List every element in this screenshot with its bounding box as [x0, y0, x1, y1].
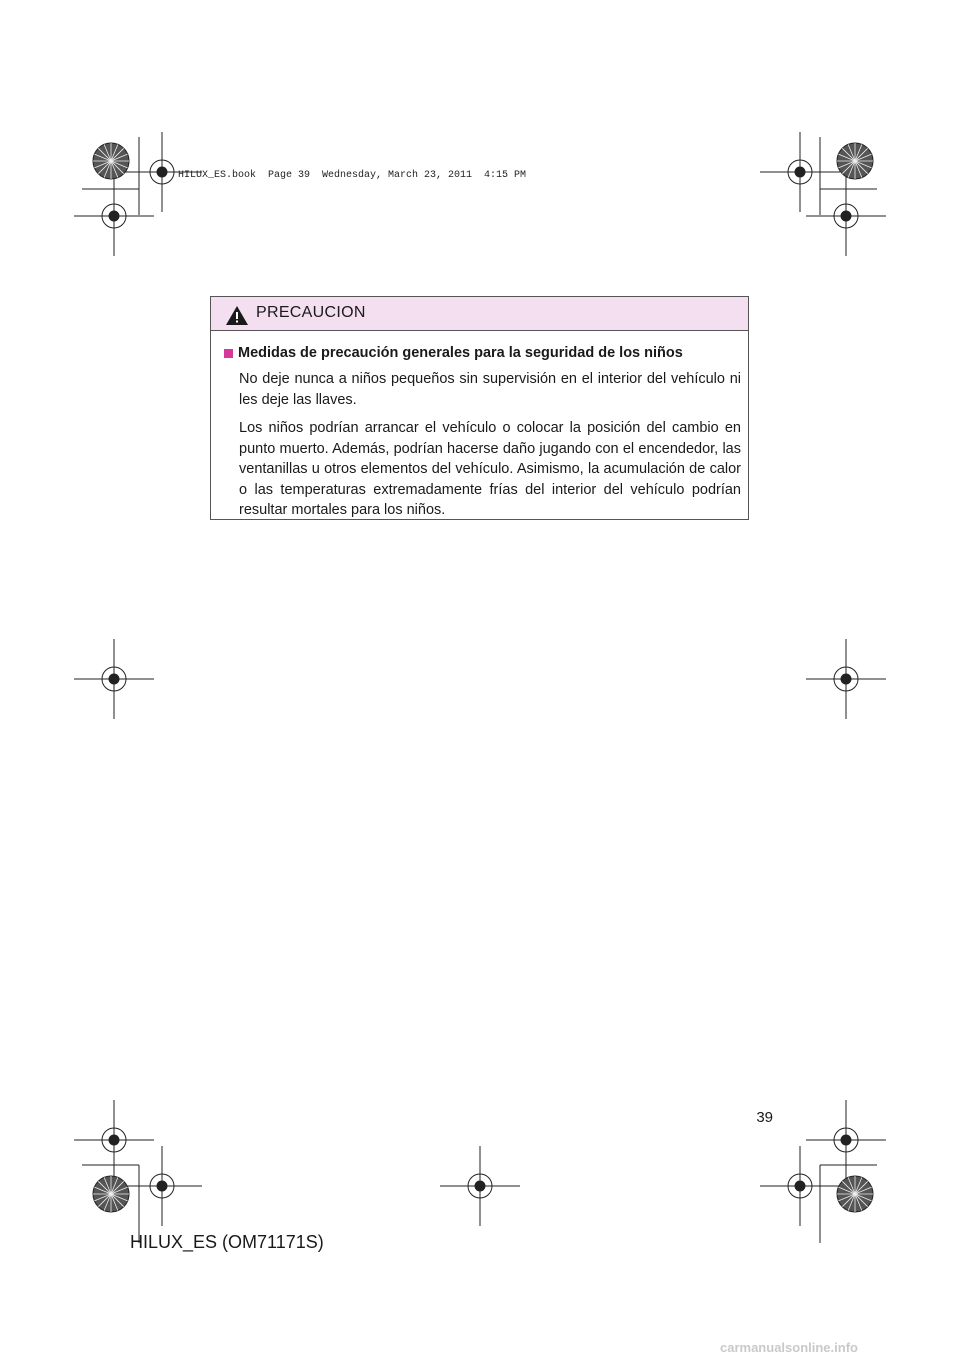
page-number: 39 — [756, 1109, 773, 1126]
book-page-stamp: HILUX_ES.book Page 39 Wednesday, March 23, 2011 4:15 PM — [178, 170, 527, 181]
watermark: carmanualsonline.info — [720, 1340, 858, 1355]
square-bullet-icon — [224, 349, 233, 358]
caution-paragraph: No deje nunca a niños pequeños sin supervisión en el interior del vehículo ni les deje las llaves. — [239, 371, 741, 408]
caution-paragraph: Los niños podrían arrancar el vehículo o colocar la posición del cambio en punto muerto. Además, podrían hacerse daño jugando con el encendedor, las ventanillas u otros elementos del vehículo. Asimismo, la acumulación de calor o las temperaturas extremadamente frías del interior del vehículo podrían resultar mortales para los niños. — [239, 420, 741, 518]
warning-triangle-icon — [225, 305, 249, 326]
caution-body — [211, 331, 748, 521]
caution-box — [210, 296, 749, 520]
caution-header — [211, 297, 748, 331]
caution-title: PRECAUCION — [256, 304, 366, 321]
caution-subheading-text: Medidas de precaución generales para la seguridad de los niños — [238, 345, 683, 361]
caution-subheading — [224, 343, 741, 363]
footer-document-code: HILUX_ES (OM71171S) — [130, 1232, 324, 1252]
